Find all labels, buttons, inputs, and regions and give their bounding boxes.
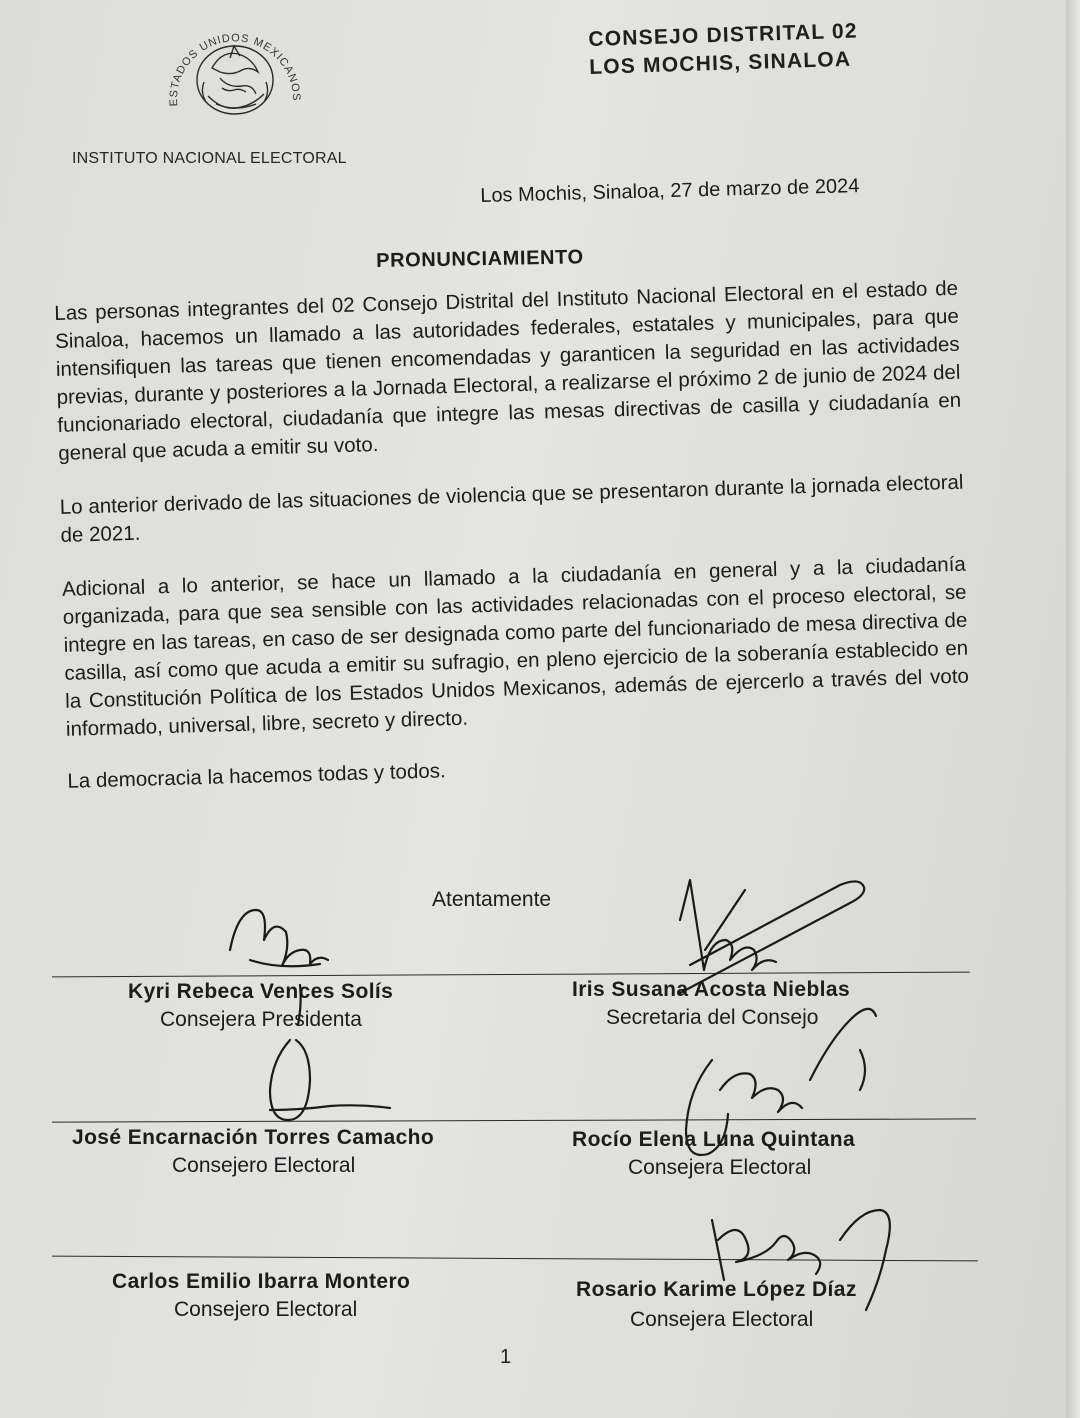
signatory-name: Rosario Karime López Díaz <box>576 1278 857 1301</box>
council-line-1: CONSEJO DISTRITAL 02 <box>588 19 859 51</box>
signatory-role: Secretaria del Consejo <box>606 1006 819 1029</box>
svg-text:ESTADOS UNIDOS MEXICANOS: ESTADOS UNIDOS MEXICANOS <box>167 32 303 107</box>
district-council-heading <box>588 18 859 82</box>
place-and-date: Los Mochis, Sinaloa, 27 de marzo de 2024 <box>480 175 860 207</box>
signatory-name: Carlos Emilio Ibarra Montero <box>112 1270 411 1293</box>
signatory-name: Kyri Rebeca Vences Solís <box>128 980 394 1003</box>
paragraph-1: Las personas integrantes del 02 Consejo Distrital del Instituto Nacional Electoral en el estado de Sinaloa, hacemos un llamado a las autoridades federales, estatales y municipales, para que intensifiquen las tareas que tienen encomendadas y garanticen la seguridad en las actividades previas, durante y posteriores a la Jornada Electoral, a realizarse el próximo 2 de junio de 2024 del funcionariado electoral, ciudadanía que integre las mesas directivas de casilla y ciudadanía en general que acuda a emitir su voto. <box>54 276 962 465</box>
signatory-role: Consejera Electoral <box>628 1156 812 1179</box>
signatory-name: Rocío Elena Luna Quintana <box>572 1128 856 1151</box>
signature-scribble-2 <box>680 880 864 993</box>
signatory-role: Consejero Electoral <box>172 1154 356 1177</box>
paragraph-3: Adicional a lo anterior, se hace un llamado a la ciudadanía en general y a la ciudadanía organizada, para que sea sensible con las actividades relacionadas con el proceso electoral, se integre en las tareas, en caso de ser designada como parte del funcionariado de mesa directiva de casilla, así como que acuda a emitir su sufragio, en pleno ejercicio de la soberanía establecido en la Constitución Política de los Estados Unidos Mexicanos, además de ejercerlo a través del voto informado, universal, libre, secreto y directo. <box>61 552 970 741</box>
coat-of-arms-seal-icon <box>160 18 310 130</box>
document-title: PRONUNCIAMIENTO <box>376 246 584 272</box>
signature-line-row-3 <box>52 1256 978 1262</box>
signature-line-row-2 <box>52 1118 976 1122</box>
atentamente-label: Atentamente <box>432 888 552 911</box>
council-line-2: LOS MOCHIS, SINALOA <box>588 47 852 79</box>
document-body <box>54 275 971 794</box>
signatory-role: Consejera Electoral <box>630 1308 814 1331</box>
closing-line: La democracia la hacemos todas y todos. <box>67 759 446 793</box>
signature-scribble-3 <box>270 1040 390 1120</box>
signatory-name: José Encarnación Torres Camacho <box>72 1126 435 1149</box>
paper-edge <box>1066 0 1080 1418</box>
paragraph-2: Lo anterior derivado de las situaciones de violencia que se presentaron durante la jornada electoral de 2021. <box>59 470 964 547</box>
signatory-name: Iris Susana Acosta Nieblas <box>572 978 851 1001</box>
signatory-role: Consejero Electoral <box>174 1298 358 1321</box>
page-number: 1 <box>500 1346 512 1368</box>
institute-name: INSTITUTO NACIONAL ELECTORAL <box>72 150 347 167</box>
signatory-role: Consejera Presidenta <box>160 1008 362 1031</box>
signature-line-row-1 <box>52 972 970 978</box>
